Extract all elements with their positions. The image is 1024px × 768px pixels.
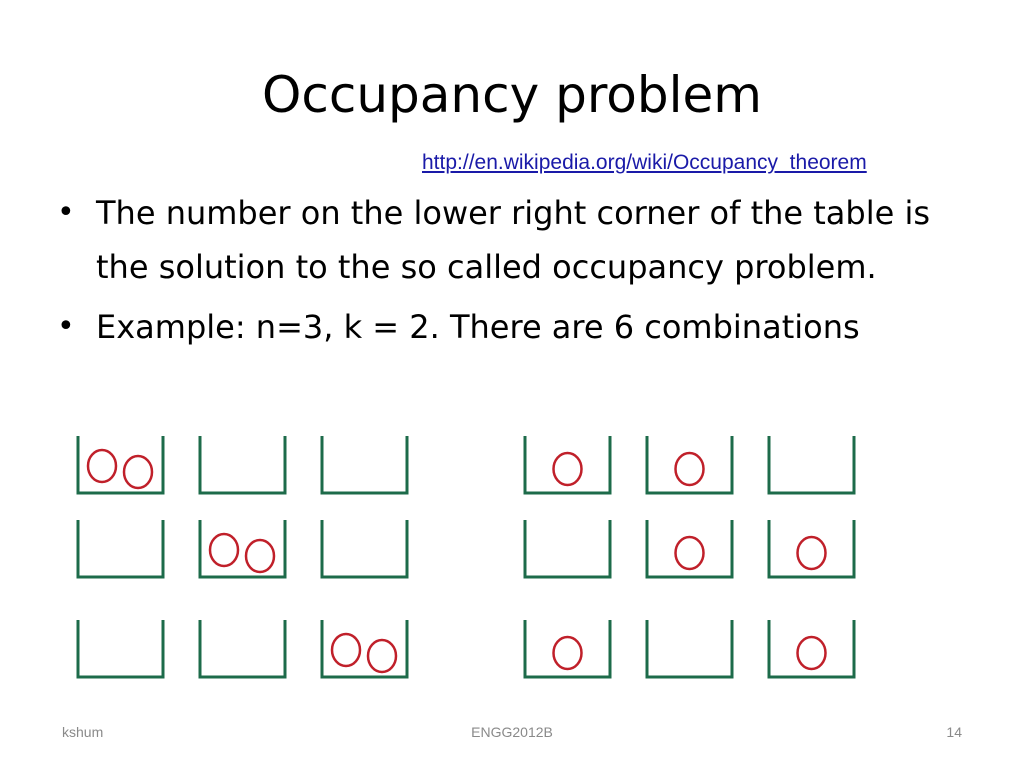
urn-box — [200, 436, 285, 493]
slide-title: Occupancy problem — [262, 66, 762, 124]
bullet-icon: • — [57, 309, 75, 344]
ball-icon — [554, 637, 582, 669]
urn-box — [78, 520, 163, 577]
urn-box — [525, 520, 610, 577]
ball-icon — [332, 634, 360, 666]
ball-icon — [246, 540, 274, 572]
ball-icon — [368, 640, 396, 672]
ball-icon — [798, 537, 826, 569]
ball-icon — [798, 637, 826, 669]
urn-box — [769, 436, 854, 493]
bullet-text: The number on the lower right corner of the table is the solution to the so called occupancy problem. — [96, 194, 931, 286]
footer-author: kshum — [62, 724, 104, 740]
reference-link[interactable]: http://en.wikipedia.org/wiki/Occupancy_theorem — [422, 151, 867, 174]
urn-box — [78, 620, 163, 677]
ball-icon — [554, 453, 582, 485]
ball-icon — [124, 456, 152, 488]
footer-page-number: 14 — [946, 724, 962, 740]
ball-icon — [676, 453, 704, 485]
ball-icon — [676, 537, 704, 569]
bullet-text: Example: n=3, k = 2. There are 6 combinations — [96, 308, 860, 346]
ball-icon — [88, 450, 116, 482]
urn-box — [322, 436, 407, 493]
bullet-icon: • — [57, 195, 75, 230]
urn-box — [322, 520, 407, 577]
urn-box — [200, 620, 285, 677]
footer-course: ENGG2012B — [471, 724, 553, 740]
ball-icon — [210, 534, 238, 566]
urn-box — [647, 620, 732, 677]
